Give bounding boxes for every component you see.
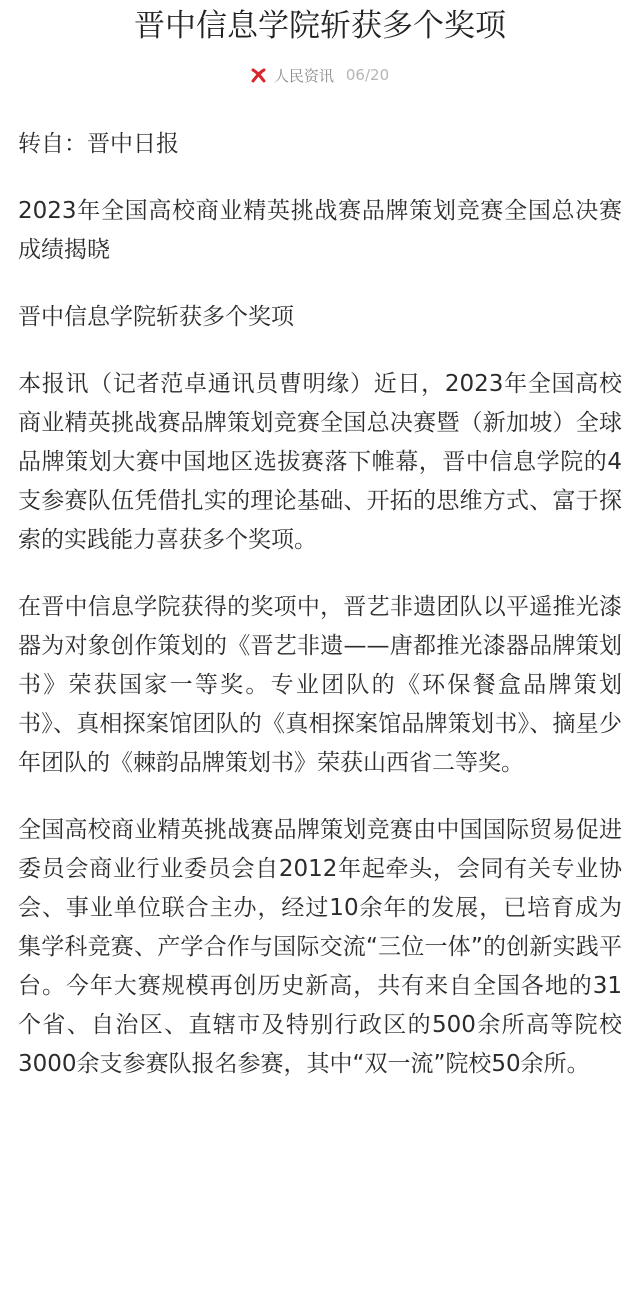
article-paragraph: 在晋中信息学院获得的奖项中，晋艺非遗团队以平遥推光漆器为对象创作策划的《晋艺非遗——唐都推光漆器品牌策划书》荣获国家一等奖。专业团队的《环保餐盒品牌策划书》、真相探案馆团队的《真相探案馆品牌策划书》、摘星少年团队的《棘韵品牌策划书》荣获山西省二等奖。: [18, 594, 622, 776]
source-name[interactable]: 人民资讯: [273, 66, 334, 85]
article-title: 晋中信息学院斩获多个奖项: [134, 8, 506, 44]
article-paragraph: 转自：晋中日报: [18, 131, 179, 157]
article-body: [0, 125, 640, 1084]
article-paragraph: 本报讯（记者范卓通讯员曹明缘）近日，2023年全国高校商业精英挑战赛品牌策划竞赛全国总决赛暨（新加坡）全球品牌策划大赛中国地区选拔赛落下帷幕，晋中信息学院的4支参赛队伍凭借扎实的理论基础、开拓的思维方式、富于探索的实践能力喜获多个奖项。: [18, 371, 622, 553]
article-meta: [0, 64, 640, 86]
article-paragraph: 晋中信息学院斩获多个奖项: [18, 304, 294, 330]
people-news-logo-icon: [251, 68, 266, 83]
article-paragraph: 全国高校商业精英挑战赛品牌策划竞赛由中国国际贸易促进委员会商业行业委员会自2012年起牵头，会同有关专业协会、事业单位联合主办，经过10余年的发展，已培育成为集学科竞赛、产学合作与国际交流“三位一体”的创新实践平台。今年大赛规模再创历史新高，共有来自全国各地的31个省、自治区、直辖市及特别行政区的500余所高等院校3000余支参赛队报名参赛，其中“双一流”院校50余所。: [18, 817, 622, 1077]
article-paragraph: 2023年全国高校商业精英挑战赛品牌策划竞赛全国总决赛成绩揭晓: [18, 198, 622, 263]
publish-date: 06/20: [345, 66, 390, 84]
